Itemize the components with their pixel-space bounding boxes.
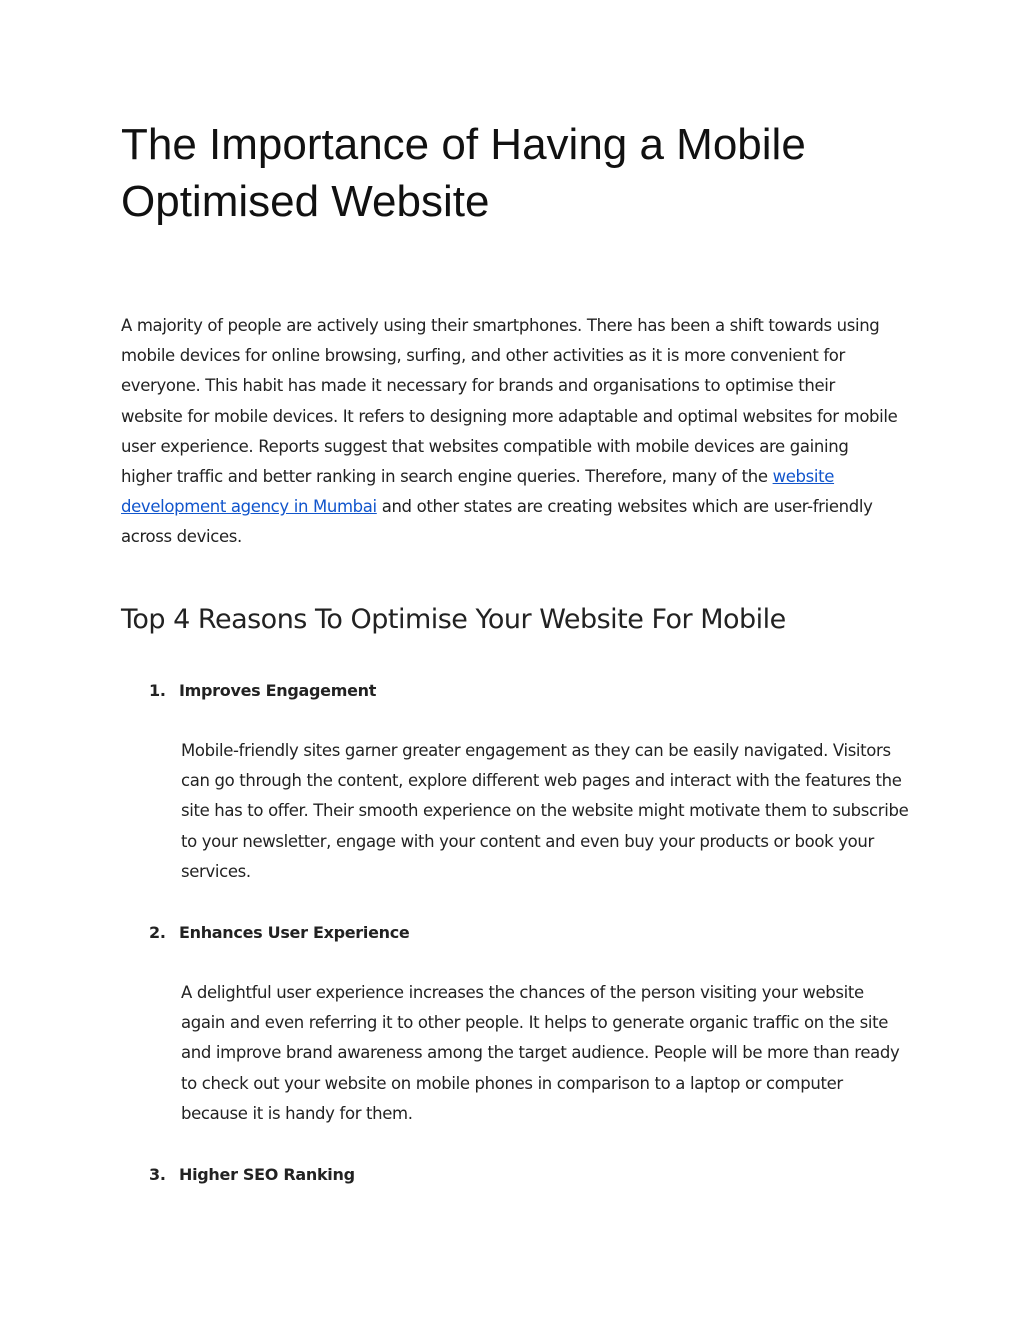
reason-1-heading (121, 679, 376, 703)
reason-3-title: Higher SEO Ranking (179, 1165, 355, 1184)
page-title: The Importance of Having a Mobile Optimised Website (121, 120, 806, 226)
reason-2-title: Enhances User Experience (179, 923, 410, 942)
reason-2-number: 2. (149, 923, 166, 942)
intro-text-after-link: and other states are creating websites which are user-friendly across devices. (121, 497, 873, 547)
reason-2-heading (121, 921, 409, 945)
reason-2-body: A delightful user experience increases the chances of the person visiting your website again and even referring it to other people. It helps to generate organic traffic on the site and improve brand awareness among the target audience. People will be more than ready to check out your website on mobile phones in comparison to a laptop or computer because it is handy for them. (181, 983, 900, 1123)
agency-link[interactable]: website development agency in Mumbai (121, 467, 835, 517)
reason-3-heading (121, 1163, 355, 1187)
reasons-heading: Top 4 Reasons To Optimise Your Website For Mobile (121, 604, 786, 635)
intro-paragraph (121, 311, 901, 553)
reason-1-number: 1. (149, 681, 166, 700)
reason-3-number: 3. (149, 1165, 166, 1184)
reason-1-body: Mobile-friendly sites garner greater engagement as they can be easily navigated. Visitors can go through the content, explore different web pages and interact with the features the site has to offer. Their smooth experience on the website might motivate them to subscribe to your newsletter, engage with your content and even buy your products or book your services. (181, 741, 909, 881)
reason-1-title: Improves Engagement (179, 681, 377, 700)
intro-text-before-link: A majority of people are actively using their smartphones. There has been a shift towards using mobile devices for online browsing, surfing, and other activities as it is more convenient for everyone. This habit has made it necessary for brands and organisations to optimise their website for mobile devices. It refers to designing more adaptable and optimal websites for mobile user experience. Reports suggest that websites compatible with mobile devices are gaining higher traffic and better ranking in search engine queries. Therefore, many of the (121, 316, 898, 487)
